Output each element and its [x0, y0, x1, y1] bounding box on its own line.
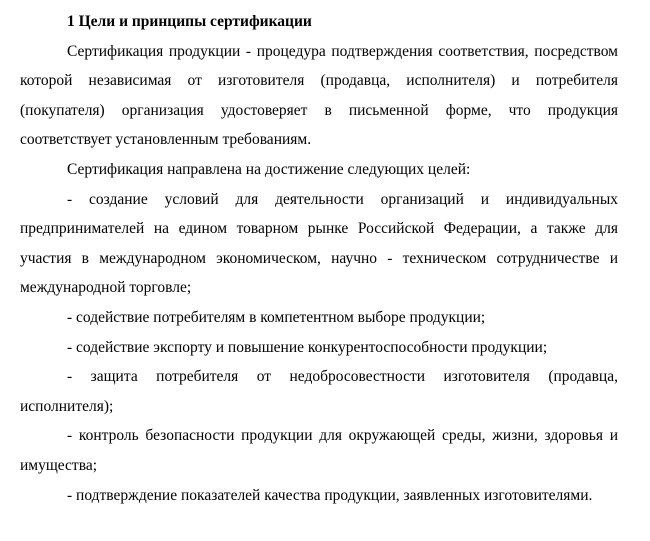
definition-paragraph: Сертификация продукции - процедура подтверждения соответствия, посредством которой независимая от изготовителя (продавца, исполнителя) и потребителя (покупателя) организация удостоверяет в письменной форме, что продукция соответствует установленным требованиям. [20, 42, 618, 149]
document-page [20, 7, 618, 510]
goal-item-business-conditions: - создание условий для деятельности организаций и индивидуальных предпринимателей на едином товарном рынке Российской Федерации, а также для участия в международном экономическом, научно - техническом сотрудничестве и международной торговле; [20, 190, 618, 297]
section-heading: 1 Цели и принципы сертификации [67, 13, 312, 30]
goal-item-quality-confirmation: - подтверждение показателей качества продукции, заявленных изготовителями. [67, 486, 593, 504]
goal-item-export: - содействие экспорту и повышение конкурентоспособности продукции; [67, 338, 548, 356]
goal-item-consumer-choice: - содействие потребителям в компетентном выборе продукции; [67, 308, 486, 326]
goals-intro-paragraph: Сертификация направлена на достижение следующих целей: [67, 160, 471, 178]
goal-item-safety-control: - контроль безопасности продукции для окружающей среды, жизни, здоровья и имущества; [20, 427, 618, 474]
goal-item-consumer-protection: - защита потребителя от недобросовестности изготовителя (продавца, исполнителя); [20, 368, 618, 415]
